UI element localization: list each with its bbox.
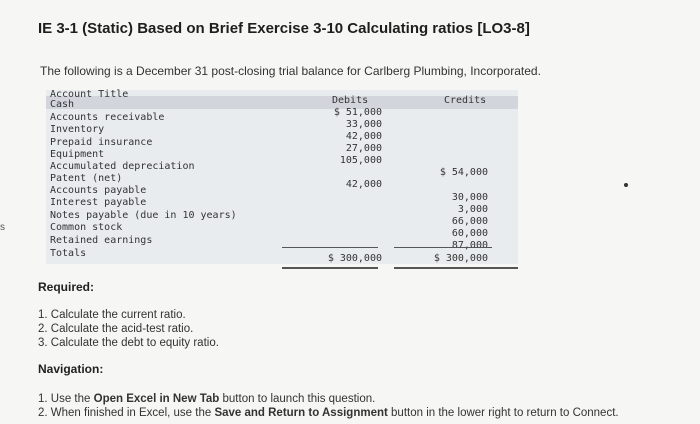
debit-value: 33,000	[345, 119, 382, 130]
credit-value: 87,000	[451, 240, 488, 251]
required-heading: Required:	[38, 280, 95, 294]
account-name: Patent (net)	[50, 173, 123, 184]
list-item: 1. Calculate the current ratio.	[38, 309, 186, 321]
total-credit: $ 300,000	[433, 253, 488, 264]
debit-double-underline	[282, 267, 378, 269]
credit-value: 66,000	[451, 216, 488, 227]
account-name: Retained earnings	[50, 235, 153, 246]
list-item: 3. Calculate the debt to equity ratio.	[38, 337, 219, 349]
list-item: 2. When finished in Excel, use the Save and Return to Assignment button in the lower right to return to Connect.	[38, 407, 619, 419]
trial-balance-table	[46, 90, 518, 272]
header-debits: Debits	[332, 95, 369, 106]
open-excel-reference: Open Excel in New Tab	[93, 393, 220, 405]
edge-mark: s	[0, 222, 5, 233]
debit-value: $ 51,000	[333, 107, 382, 118]
debit-value: 42,000	[345, 131, 382, 142]
navigation-list	[38, 392, 619, 420]
navigation-heading: Navigation:	[38, 362, 104, 376]
credit-value: $ 54,000	[439, 167, 488, 178]
debit-value: 105,000	[339, 155, 382, 166]
header-credits: Credits	[444, 95, 487, 106]
totals-label: Totals	[50, 248, 87, 259]
account-name: Notes payable (due in 10 years)	[50, 210, 237, 221]
credit-value: 3,000	[457, 204, 488, 215]
account-name: Inventory	[50, 124, 105, 135]
total-debit: $ 300,000	[327, 253, 382, 264]
bullet-dot	[624, 183, 628, 187]
debit-value: 42,000	[345, 179, 382, 190]
account-name: Equipment	[50, 149, 105, 160]
account-name: Accounts receivable	[50, 112, 165, 123]
debit-value: 27,000	[345, 143, 382, 154]
account-name: Interest payable	[50, 197, 147, 208]
account-name: Prepaid insurance	[50, 137, 153, 148]
credit-value: 30,000	[451, 192, 488, 203]
list-item: 2. Calculate the acid-test ratio.	[38, 323, 194, 335]
account-name: Accounts payable	[50, 185, 147, 196]
list-item: 1. Use the Open Excel in New Tab button to launch this question.	[38, 393, 376, 405]
intro-text: The following is a December 31 post-closing trial balance for Carlberg Plumbing, Incorporated.	[40, 64, 541, 78]
header-account: Account Title	[50, 89, 129, 100]
save-return-reference: Save and Return to Assignment	[214, 407, 388, 419]
totals-row	[46, 253, 518, 265]
account-name: Accumulated depreciation	[50, 161, 195, 172]
required-list	[38, 308, 219, 350]
page-title: IE 3-1 (Static) Based on Brief Exercise 3-10 Calculating ratios [LO3-8]	[38, 20, 530, 37]
account-name: Common stock	[50, 222, 123, 233]
credit-value: 60,000	[451, 228, 488, 239]
credit-double-underline	[394, 267, 518, 269]
account-name: Cash	[50, 99, 75, 110]
